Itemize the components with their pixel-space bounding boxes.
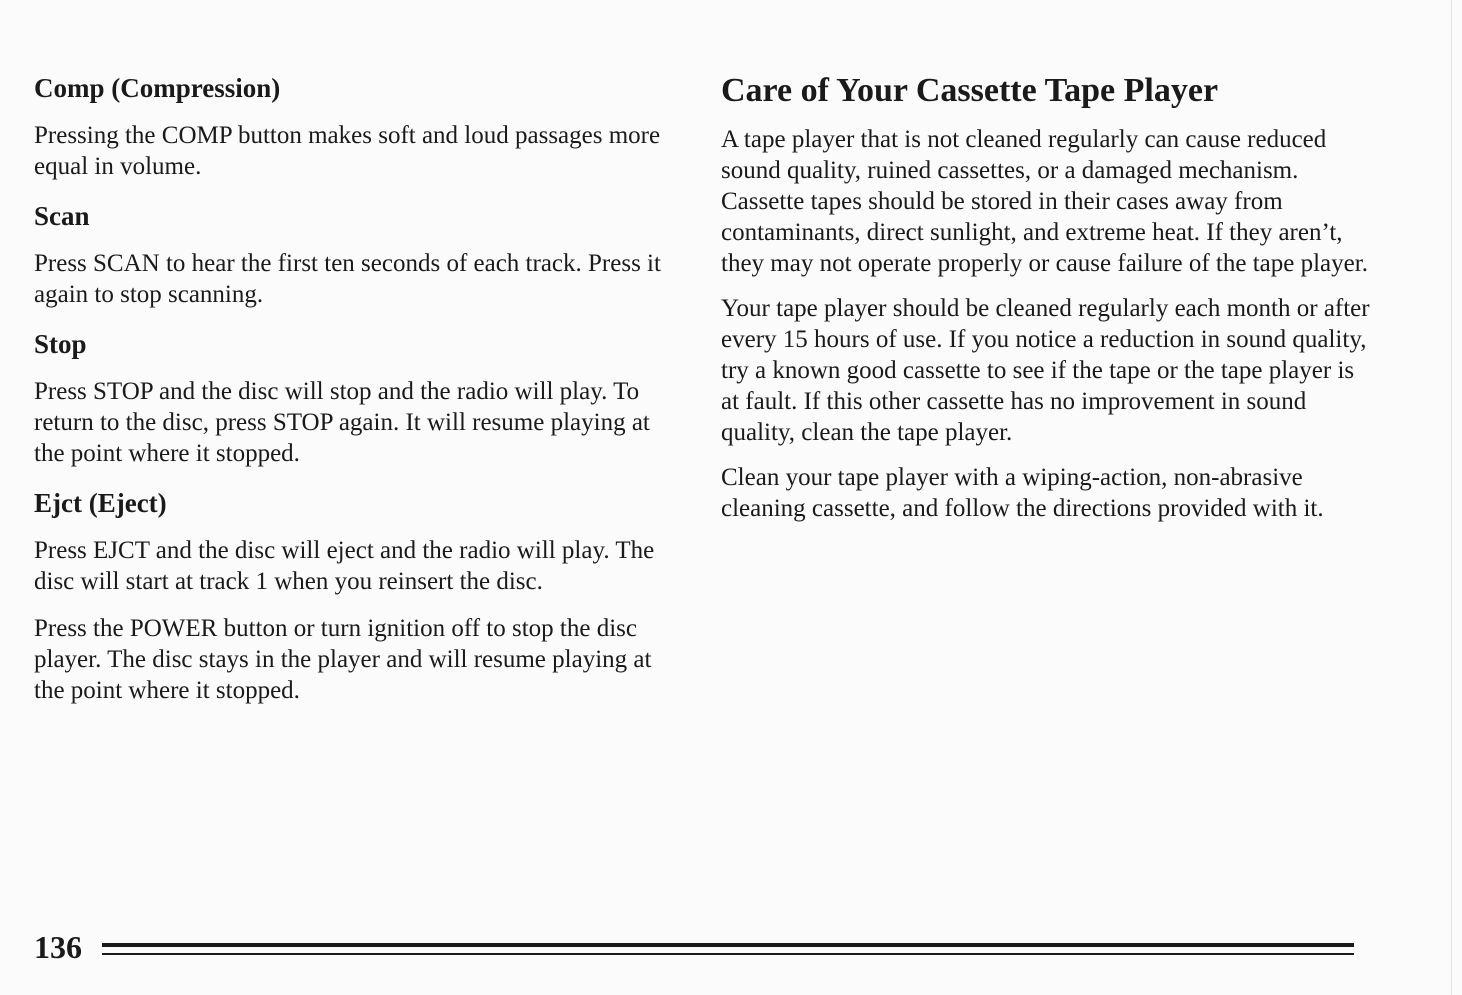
section-heading: Scan bbox=[34, 201, 90, 231]
scan-edge-divider bbox=[1451, 0, 1452, 995]
care-paragraph: Clean your tape player with a wiping-action, non-abrasive cleaning cassette, and follow the directions provided with it. bbox=[721, 464, 1324, 522]
section-heading: Stop bbox=[34, 329, 87, 359]
right-column bbox=[721, 70, 1371, 538]
page-title: Care of Your Cassette Tape Player bbox=[721, 72, 1219, 109]
section-stop bbox=[34, 326, 684, 469]
care-paragraph: A tape player that is not cleaned regularly can cause reduced sound quality, ruined cassettes, or a damaged mechanism. Cassette tapes should be stored in their cases away from contaminants, direct sunlight, and extreme heat. If they aren’t, they may not operate properly or cause failure of the tape player. bbox=[721, 126, 1368, 277]
section-heading: Ejct (Eject) bbox=[34, 488, 167, 518]
footer-rule-thick bbox=[102, 943, 1354, 947]
section-eject bbox=[34, 485, 684, 706]
section-paragraph: Press SCAN to hear the first ten seconds of each track. Press it again to stop scanning. bbox=[34, 250, 661, 308]
section-scan bbox=[34, 198, 684, 310]
section-comp bbox=[34, 70, 684, 182]
section-paragraph: Press the POWER button or turn ignition off to stop the disc player. The disc stays in the player and will resume playing at the point where it stopped. bbox=[34, 615, 652, 704]
section-paragraph: Pressing the COMP button makes soft and loud passages more equal in volume. bbox=[34, 122, 661, 180]
section-paragraph: Press STOP and the disc will stop and the radio will play. To return to the disc, press STOP again. It will resume playing at the point where it stopped. bbox=[34, 378, 650, 467]
page-number: 136 bbox=[34, 929, 82, 965]
section-paragraph: Press EJCT and the disc will eject and the radio will play. The disc will start at track 1 when you reinsert the disc. bbox=[34, 537, 655, 595]
page-footer bbox=[34, 925, 1354, 969]
footer-rule-thin bbox=[102, 953, 1354, 955]
care-paragraph: Your tape player should be cleaned regularly each month or after every 15 hours of use. If you notice a reduction in sound quality, try a known good cassette to see if the tape or the tape player is at fault. If this other cassette has no improvement in sound quality, clean the tape player. bbox=[721, 295, 1370, 446]
left-column bbox=[34, 70, 684, 722]
section-heading: Comp (Compression) bbox=[34, 73, 281, 103]
